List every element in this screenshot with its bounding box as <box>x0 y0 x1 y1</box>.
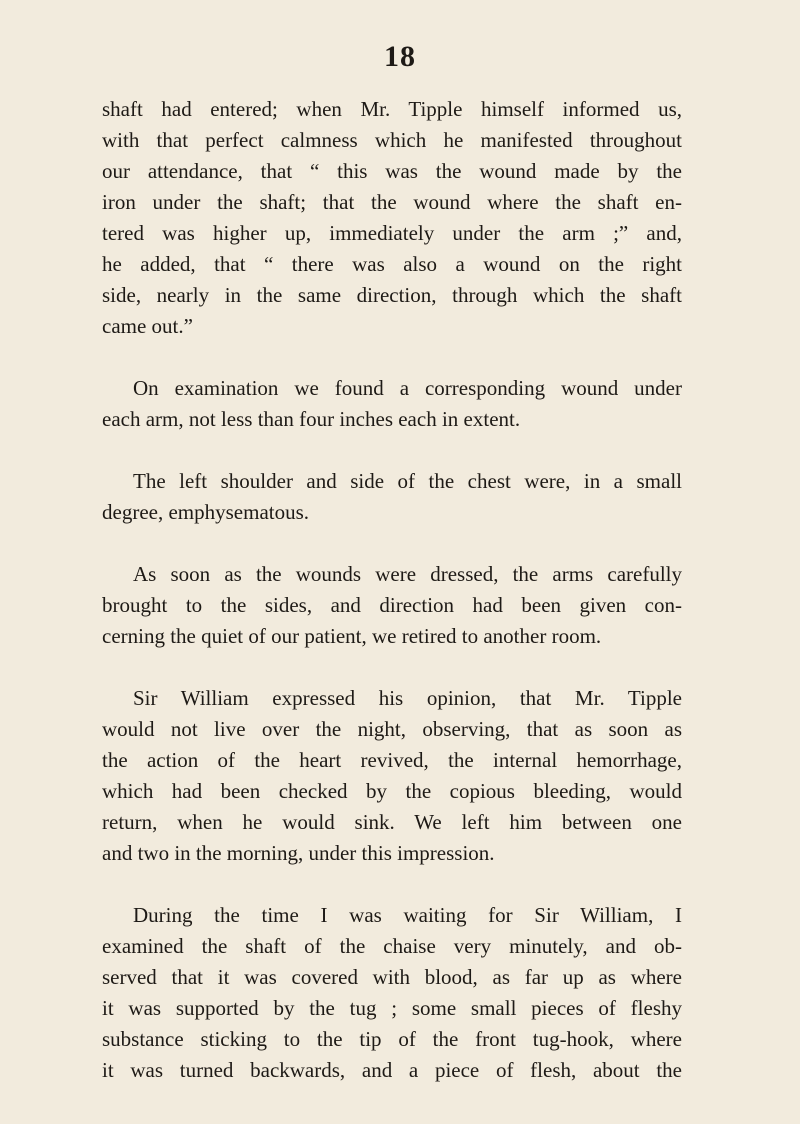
text-line: side, nearly in the same direction, through which the shaft <box>102 283 682 307</box>
paragraph-gap <box>102 528 682 559</box>
text-line: cerning the quiet of our patient, we retired to another room. <box>102 624 602 648</box>
paragraph-gap <box>102 342 682 373</box>
body-text <box>102 94 682 1086</box>
text-line: the action of the heart revived, the internal hemorrhage, <box>102 748 682 772</box>
text-line: he added, that “ there was also a wound on the right <box>102 252 682 276</box>
paragraph-4 <box>102 559 682 652</box>
paragraph-2 <box>102 373 682 435</box>
text-line: substance sticking to the tip of the front tug-hook, where <box>102 1027 682 1051</box>
text-line: The left shoulder and side of the chest were, in a small <box>133 469 682 493</box>
text-line: our attendance, that “ this was the wound made by the <box>102 159 682 183</box>
text-line: served that it was covered with blood, as far up as where <box>102 965 682 989</box>
text-line: tered was higher up, immediately under the arm ;” and, <box>102 221 682 245</box>
text-line: each arm, not less than four inches each in extent. <box>102 407 521 431</box>
paragraph-5 <box>102 683 682 869</box>
text-line: iron under the shaft; that the wound where the shaft en- <box>102 190 682 214</box>
text-line: degree, emphysematous. <box>102 500 310 524</box>
paragraph-gap <box>102 869 682 900</box>
text-line: Sir William expressed his opinion, that Mr. Tipple <box>133 686 682 710</box>
paragraph-gap <box>102 652 682 683</box>
paragraph-3 <box>102 466 682 528</box>
text-line: it was supported by the tug ; some small pieces of fleshy <box>102 996 682 1020</box>
text-line: On examination we found a corresponding wound under <box>133 376 682 400</box>
text-line: would not live over the night, observing, that as soon as <box>102 717 682 741</box>
page-number: 18 <box>384 40 416 73</box>
text-line: which had been checked by the copious bleeding, would <box>102 779 682 803</box>
text-line: As soon as the wounds were dressed, the arms carefully <box>133 562 682 586</box>
text-line: During the time I was waiting for Sir William, I <box>133 903 682 927</box>
text-line: and two in the morning, under this impression. <box>102 841 495 865</box>
text-line: return, when he would sink. We left him between one <box>102 810 682 834</box>
text-line: examined the shaft of the chaise very minutely, and ob- <box>102 934 682 958</box>
paragraph-6 <box>102 900 682 1086</box>
text-line: with that perfect calmness which he manifested throughout <box>102 128 682 152</box>
text-line: came out.” <box>102 314 193 338</box>
text-line: brought to the sides, and direction had been given con- <box>102 593 682 617</box>
paragraph-1 <box>102 94 682 342</box>
text-line: it was turned backwards, and a piece of flesh, about the <box>102 1058 682 1082</box>
text-line: shaft had entered; when Mr. Tipple himself informed us, <box>102 97 682 121</box>
paragraph-gap <box>102 435 682 466</box>
